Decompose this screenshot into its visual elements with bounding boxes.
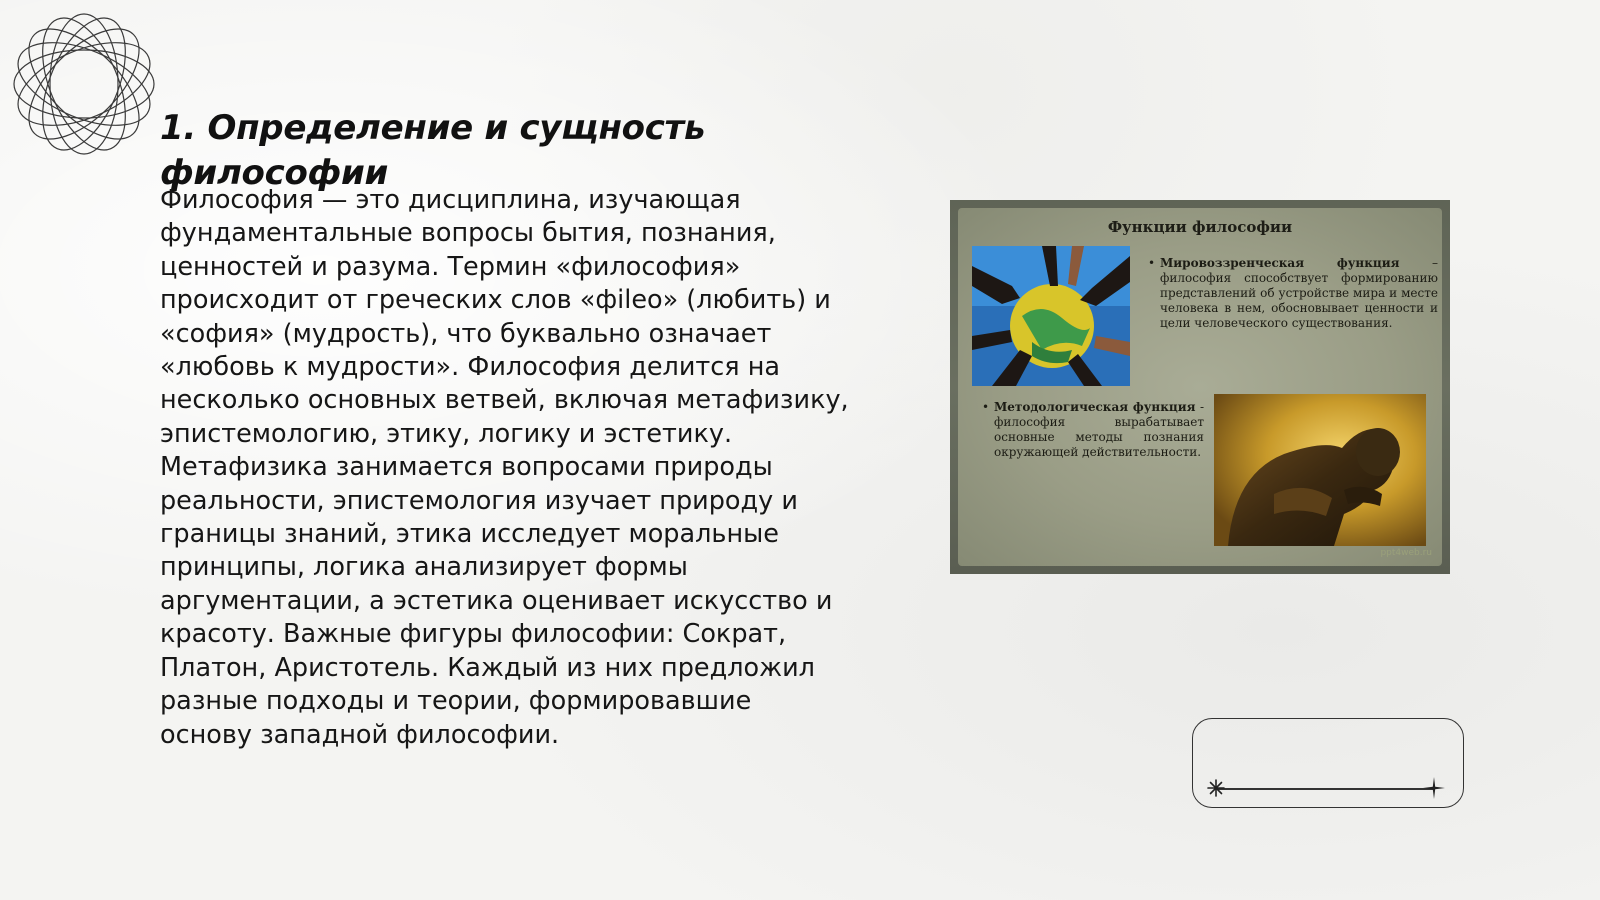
logo-ring	[26, 10, 142, 158]
four-point-star-icon	[1423, 777, 1445, 799]
logo-ring	[10, 10, 157, 157]
thinker-statue-image	[1214, 394, 1426, 546]
embedded-slide-image	[950, 200, 1450, 574]
list-item	[982, 400, 1204, 460]
list-item	[1148, 256, 1438, 331]
slide-watermark: ppt4web.ru	[1380, 548, 1432, 558]
slide-list-bottom	[982, 400, 1204, 460]
logo-ring	[10, 10, 157, 157]
hands-globe-image	[972, 246, 1130, 386]
logo-ring	[14, 50, 154, 118]
slide-title: Функции философии	[1107, 218, 1293, 236]
orbital-rings-icon	[10, 10, 158, 158]
list-item-term: Мировоззренческая функция	[1160, 256, 1400, 270]
slide-panel	[958, 208, 1442, 566]
list-item-term: Методологическая функция	[994, 400, 1196, 414]
body-paragraph: Философия — это дисциплина, изучающая фундаментальные вопросы бытия, познания, ценностей и разума. Термин «философия» происходит от греческих слов «фileo» (любить) и «софия» (мудрость), что буквально означает «любовь к мудрости». Философия делится на несколько основных ветвей, включая метафизику, эпистемологию, этику, логику и эстетику. Метафизика занимается вопросами природы реальности, эпистемология изучает природу и границы знаний, этика исследует моральные принципы, логика анализирует формы аргументации, а эстетика оценивает искусство и красоту. Важные фигуры философии: Сократ, Платон, Аристотель. Каждый из них предложил разные подходы и теории, формировавшие основу западной философии.	[160, 185, 849, 750]
logo-ring	[50, 14, 118, 154]
sparkle-icon	[1207, 779, 1225, 797]
decorative-slider-box	[1192, 718, 1464, 808]
list-item-text: - философия вырабатывает основные методы познания окружающей действительности.	[994, 400, 1204, 459]
list-item-text: – философия способствует формированию представлений об устройстве мира и месте человека в нем, обосновывает ценности и цели человеческого существования.	[1160, 256, 1438, 330]
page-title: 1. Определение и сущность философии	[160, 108, 706, 193]
slider-track	[1217, 788, 1435, 790]
logo-ring	[26, 10, 142, 158]
logo-ring	[10, 26, 158, 142]
logo-ring	[10, 26, 158, 142]
slide-list-top	[1148, 256, 1438, 331]
